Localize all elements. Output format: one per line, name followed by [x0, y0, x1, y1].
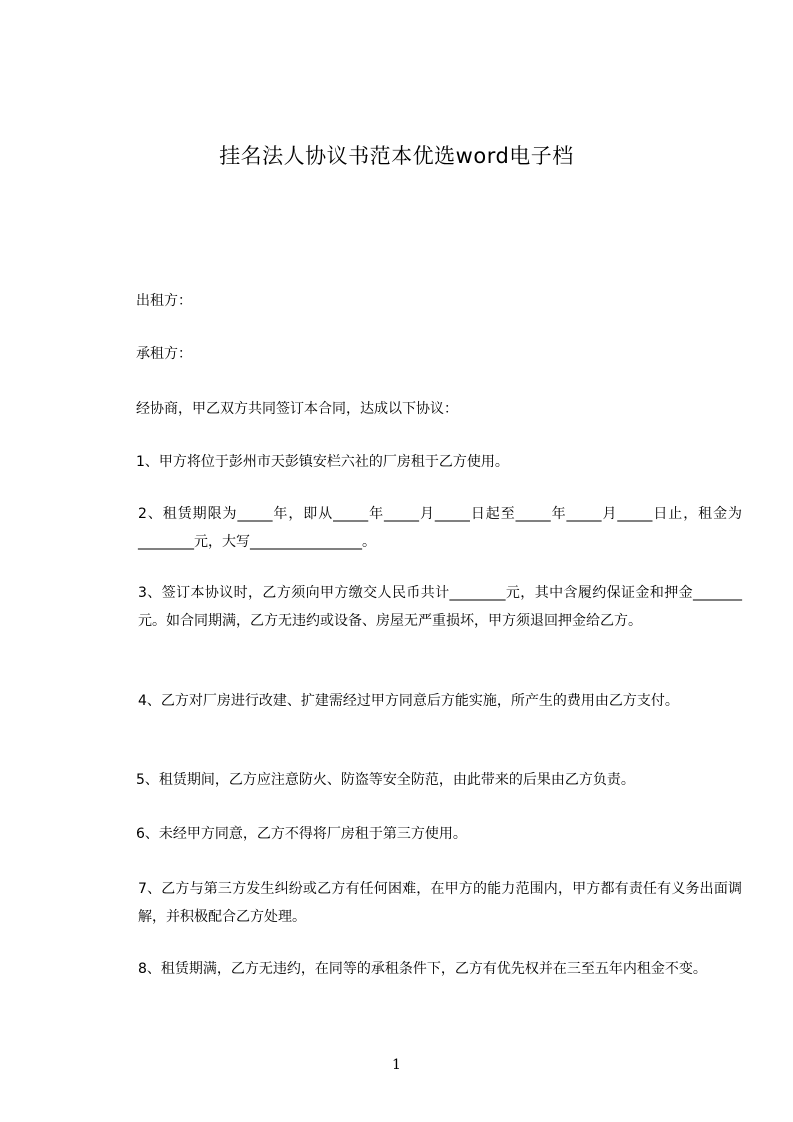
paragraph-clause-2: 2、租赁期限为_____年，即从_____年_____月_____日起至_____年_____月_____日止，租金为________元，大写________________。: [138, 506, 742, 550]
paragraph-clause-7: 7、乙方与第三方发生纠纷或乙方有任何困难，在甲方的能力范围内，甲方都有责任有义务出面调解，并积极配合乙方处理。: [138, 881, 742, 925]
paragraph-clause-4: 4、乙方对厂房进行改建、扩建需经过甲方同意后方能实施，所产生的费用由乙方支付。: [138, 693, 679, 709]
paragraph-clause-6: 6、未经甲方同意，乙方不得将厂房租于第三方使用。: [136, 826, 467, 842]
page-number: 1: [392, 1057, 401, 1073]
paragraph-agreement-intro: 经协商，甲乙双方共同签订本合同，达成以下协议：: [136, 401, 458, 417]
paragraph-lessee: 承租方：: [136, 346, 192, 362]
paragraph-clause-5: 5、租赁期间，乙方应注意防火、防盗等安全防范，由此带来的后果由乙方负责。: [136, 772, 635, 788]
document-title: 挂名法人协议书范本优选word电子档: [219, 144, 574, 168]
paragraph-clause-1: 1、甲方将位于彭州市天彭镇安栏六社的厂房租于乙方使用。: [136, 454, 509, 470]
paragraph-clause-3: 3、签订本协议时，乙方须向甲方缴交人民币共计________元，其中含履约保证金和押金_______元。如合同期满，乙方无违约或设备、房屋无严重损坏，甲方须退回押金给乙方。: [138, 585, 742, 629]
paragraph-lessor: 出租方：: [136, 293, 192, 309]
paragraph-clause-8: 8、租赁期满，乙方无违约，在同等的承租条件下，乙方有优先权并在三至五年内租金不变。: [138, 961, 707, 977]
